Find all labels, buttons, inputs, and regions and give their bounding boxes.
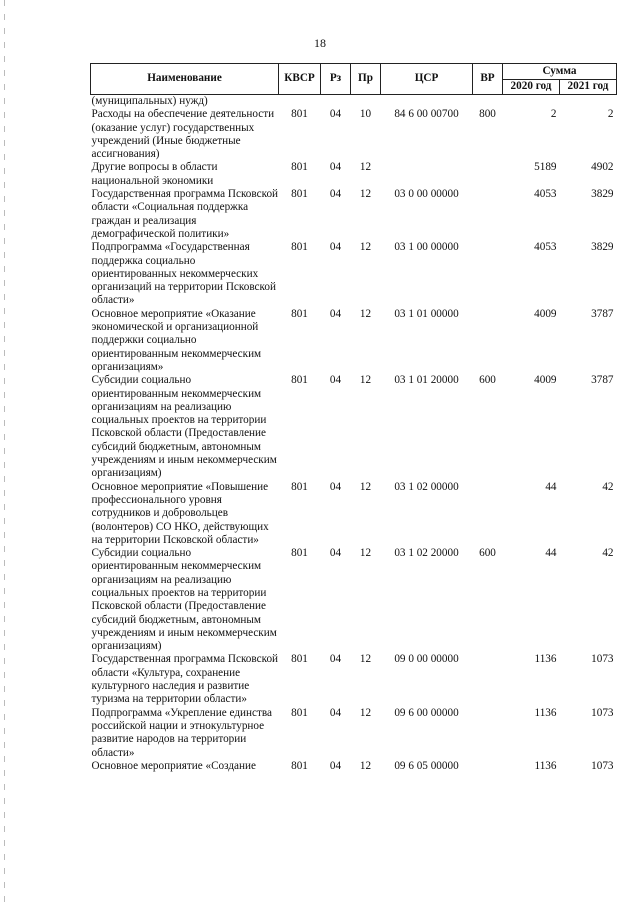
cell-csr: 03 1 01 20000	[394, 374, 459, 387]
table-row	[91, 161, 617, 188]
cell-rz: 04	[329, 108, 342, 121]
header-2020: 2020 год	[503, 80, 560, 95]
header-csr: ЦСР	[381, 64, 473, 95]
cell-vr	[473, 653, 503, 706]
cell-2020: 44	[545, 547, 557, 560]
cell-pr: 12	[359, 706, 372, 719]
cell-kvsr: 801	[291, 480, 308, 493]
cell-kvsr: 801	[291, 161, 308, 174]
cell-name: Государственная программа Псковской области «Социальная поддержка граждан и реализация демографической политики»	[91, 188, 279, 240]
table-row	[91, 707, 617, 760]
header-rz: Рз	[321, 64, 351, 95]
cell-csr: 03 1 00 00000	[394, 241, 459, 254]
cell-2021: 3829	[591, 241, 614, 254]
cell-2021: 42	[602, 547, 614, 560]
header-2021: 2021 год	[560, 80, 617, 95]
cell-2021: 3829	[591, 188, 614, 201]
cell-kvsr: 801	[291, 374, 308, 387]
cell-2020: 4053	[534, 188, 557, 201]
cell-csr: 84 6 00 00700	[394, 108, 459, 121]
cell-2020: 4009	[534, 307, 557, 320]
cell-vr: 600	[479, 374, 496, 387]
table-row	[91, 308, 617, 374]
cell-name: Субсидии социально ориентированным некоммерческим организациям на реализацию социальных проектов на территории Псковской области (Предоставление субсидий бюджетным, автономным учреждениям и иным некоммерческим организациям)	[91, 374, 277, 480]
cell-vr	[473, 188, 503, 241]
cell-kvsr: 801	[291, 307, 308, 320]
cell-name: Основное мероприятие «Повышение профессионального уровня сотрудников и добровольцев (волонтеров) СО НКО, действующих на территории Псковской области»	[91, 480, 269, 546]
cell-csr: 09 0 00 00000	[394, 653, 459, 666]
cell-name: Другие вопросы в области национальной экономики	[91, 161, 218, 187]
cell-name: Подпрограмма «Укрепление единства российской нации и этнокультурное развитие народов на территории области»	[91, 706, 272, 759]
cell-vr: 600	[479, 547, 496, 560]
table-row	[91, 547, 617, 653]
cell-2021: 1073	[591, 759, 614, 772]
cell-2020	[503, 95, 560, 109]
cell-pr	[351, 95, 381, 109]
cell-2020: 4053	[534, 241, 557, 254]
table-row	[91, 95, 617, 109]
header-pr: Пр	[351, 64, 381, 95]
cell-vr	[473, 161, 503, 188]
cell-rz	[321, 95, 351, 109]
header-sum: Сумма	[503, 64, 617, 80]
cell-kvsr: 801	[291, 547, 308, 560]
cell-2020: 5189	[534, 161, 557, 174]
cell-rz: 04	[329, 188, 342, 201]
cell-rz: 04	[329, 161, 342, 174]
cell-2021	[560, 95, 617, 109]
table-row	[91, 241, 617, 307]
table-row	[91, 108, 617, 161]
cell-2020: 1136	[534, 706, 557, 719]
cell-kvsr: 801	[291, 653, 308, 666]
cell-vr	[473, 481, 503, 547]
cell-vr	[473, 760, 503, 773]
cell-rz: 04	[329, 241, 342, 254]
cell-pr: 12	[359, 759, 372, 772]
header-name: Наименование	[91, 64, 279, 95]
left-edge-mark	[4, 0, 5, 905]
cell-2021: 4902	[591, 161, 614, 174]
cell-rz: 04	[329, 547, 342, 560]
cell-vr: 800	[479, 108, 496, 121]
cell-name: Подпрограмма «Государственная поддержка социально ориентированных некоммерческих организаций на территории Псковской области»	[91, 241, 276, 307]
cell-name: Основное мероприятие «Создание	[91, 759, 256, 772]
cell-csr: 03 1 01 00000	[394, 307, 459, 320]
cell-pr: 12	[359, 374, 372, 387]
cell-csr: 03 1 02 20000	[394, 547, 459, 560]
cell-kvsr: 801	[291, 188, 308, 201]
cell-2021: 42	[602, 480, 614, 493]
cell-pr: 12	[359, 161, 372, 174]
cell-vr	[473, 95, 503, 109]
cell-name: Основное мероприятие «Оказание экономической и организационной поддержки социально ориентированным некоммерческим организациям»	[91, 307, 262, 373]
cell-name: Субсидии социально ориентированным некоммерческим организациям на реализацию социальных проектов на территории Псковской области (Предоставление субсидий бюджетным, автономным учреждениям и иным некоммерческим организациям)	[91, 547, 277, 653]
table-row	[91, 188, 617, 241]
cell-2020: 1136	[534, 759, 557, 772]
table-body	[91, 95, 617, 774]
table-row	[91, 481, 617, 547]
cell-2020: 44	[545, 480, 557, 493]
cell-2021: 1073	[591, 706, 614, 719]
cell-rz: 04	[329, 307, 342, 320]
cell-csr: 03 0 00 00000	[394, 188, 459, 201]
cell-rz: 04	[329, 480, 342, 493]
cell-rz: 04	[329, 706, 342, 719]
cell-vr	[473, 308, 503, 374]
cell-2020: 2	[550, 108, 557, 121]
cell-csr: 09 6 00 00000	[394, 706, 459, 719]
cell-2021: 3787	[591, 374, 614, 387]
cell-rz: 04	[329, 653, 342, 666]
cell-csr	[381, 161, 473, 188]
cell-name: Государственная программа Псковской области «Культура, сохранение культурного наследия и развитие туризма на территории области»	[91, 653, 279, 706]
budget-table	[90, 63, 617, 773]
cell-pr: 10	[359, 108, 372, 121]
header-vr: ВР	[473, 64, 503, 95]
cell-pr: 12	[359, 547, 372, 560]
cell-csr	[381, 95, 473, 109]
cell-kvsr: 801	[291, 108, 308, 121]
header-kvsr: КВСР	[279, 64, 321, 95]
table-row	[91, 760, 617, 773]
table-row	[91, 374, 617, 480]
cell-pr: 12	[359, 188, 372, 201]
cell-rz: 04	[329, 759, 342, 772]
cell-pr: 12	[359, 653, 372, 666]
cell-kvsr	[279, 95, 321, 109]
cell-2021: 2	[607, 108, 614, 121]
cell-kvsr: 801	[291, 706, 308, 719]
page-number: 18	[314, 36, 326, 50]
cell-pr: 12	[359, 241, 372, 254]
cell-2021: 3787	[591, 307, 614, 320]
cell-2020: 4009	[534, 374, 557, 387]
table-header	[91, 64, 617, 95]
cell-name: (муниципальных) нужд)	[91, 95, 208, 107]
cell-vr	[473, 241, 503, 307]
cell-rz: 04	[329, 374, 342, 387]
cell-csr: 03 1 02 00000	[394, 480, 459, 493]
cell-vr	[473, 707, 503, 760]
table-row	[91, 653, 617, 706]
cell-pr: 12	[359, 307, 372, 320]
cell-kvsr: 801	[291, 241, 308, 254]
cell-2020: 1136	[534, 653, 557, 666]
cell-pr: 12	[359, 480, 372, 493]
cell-name: Расходы на обеспечение деятельности (оказание услуг) государственных учреждений (Иные бюджетные ассигнования)	[91, 108, 275, 161]
cell-2021: 1073	[591, 653, 614, 666]
cell-csr: 09 6 05 00000	[394, 759, 459, 772]
cell-kvsr: 801	[291, 759, 308, 772]
